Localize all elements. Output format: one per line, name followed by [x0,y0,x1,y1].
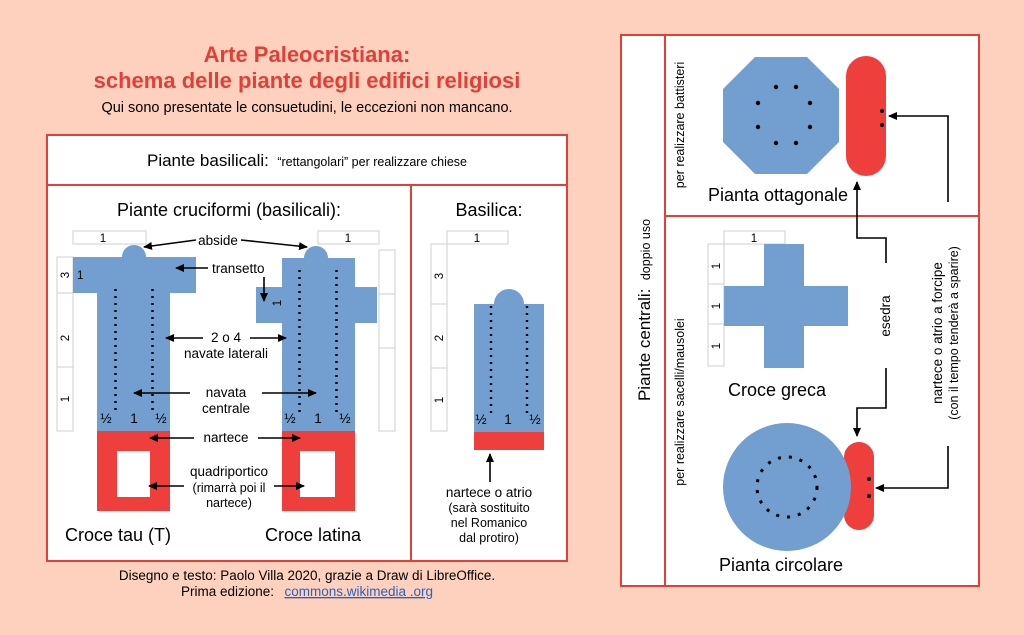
svg-text:½: ½ [475,412,487,427]
greek-cross-name: Croce greca [727,380,827,400]
circle [723,423,851,551]
label-abside: abside [198,233,238,248]
svg-text:(sarà sostituito: (sarà sostituito [448,501,530,515]
footer-credit: Disegno e testo: Paolo Villa 2020, grazie a Draw di LibreOffice. [118,568,496,583]
footer-edition: Prima edizione: commons.wikimedia .org [180,584,434,599]
svg-text:½: ½ [100,411,112,426]
svg-text:dal protiro): dal protiro) [459,531,519,545]
label-forcipe-2: (con il tempo tenderà a sparire) [947,246,961,420]
latina-apse [304,246,328,270]
svg-text:1: 1 [473,233,481,245]
svg-text:1: 1 [711,342,723,350]
subtitle: Qui sono presentate le consuetudini, le eccezioni non mancano. [101,100,513,116]
octagonal-name: Pianta ottagonale [707,185,849,205]
svg-text:½: ½ [529,412,541,427]
label-quadri-2: (rimarrà poi il [192,481,266,495]
svg-text:nartece o atrio: nartece o atrio [445,485,533,500]
svg-text:1: 1 [711,262,723,270]
label-lateral-1: 2 o 4 [210,330,242,345]
svg-text:1: 1 [750,233,758,245]
svg-text:1: 1 [272,299,284,307]
title-line-1: Arte Paleocristiana: [203,42,411,67]
label-forcipe-1: nartece o atrio a forcipe [930,262,945,404]
label-esedra: esedra [878,295,893,337]
tau-name: Croce tau (T) [64,525,172,545]
svg-text:½: ½ [284,411,296,426]
circular-name: Pianta circolare [718,555,844,575]
svg-text:1: 1 [130,411,138,426]
basilical-heading-main: Piante basilicali: [146,151,269,170]
label-central-2: centrale [201,401,251,416]
label-transetto: transetto [212,261,265,276]
title-line-2: schema delle piante degli edifici religiosi [93,68,521,93]
tau-apse [122,245,146,269]
central-heading: Piante centrali: doppio uso [635,218,654,402]
label-nartece: nartece [203,430,249,445]
label-quadri-3: nartece) [206,496,252,510]
svg-text:½: ½ [339,411,351,426]
svg-text:nel Romanico: nel Romanico [450,516,528,530]
basilica-nartece [474,432,544,450]
commons-link[interactable]: commons.wikimedia .org [284,584,434,599]
basilica-apse [494,289,524,319]
svg-text:1: 1 [77,270,84,282]
octagon [723,57,839,174]
latina-nave [282,258,355,431]
svg-text:3: 3 [434,272,446,280]
svg-text:½: ½ [155,411,167,426]
svg-text:3: 3 [60,271,72,279]
svg-text:2: 2 [434,334,446,342]
svg-text:1: 1 [99,233,107,245]
svg-text:1: 1 [504,412,512,427]
octagonal-atrium [846,56,886,176]
basilical-heading-note: “rettangolari” per realizzare chiese [277,155,468,169]
latina-name: Croce latina [264,525,362,545]
mausoleum-note: per realizzare sacelli/mausolei [673,318,687,486]
svg-text:1: 1 [344,233,352,245]
svg-text:1: 1 [60,395,72,403]
svg-text:1: 1 [434,396,446,404]
svg-text:1: 1 [711,302,723,310]
baptistery-note: per realizzare battisteri [673,61,687,189]
cruciform-title: Piante cruciformi (basilicali): [116,200,342,220]
svg-text:1: 1 [314,411,322,426]
basilica-plan [474,289,544,450]
svg-text:2: 2 [60,334,72,342]
basilica-title: Basilica: [455,200,523,220]
label-central-1: navata [205,385,247,400]
octagonal-plan [723,56,886,176]
label-lateral-2: navate laterali [183,346,269,361]
label-quadri-1: quadriportico [189,464,269,479]
